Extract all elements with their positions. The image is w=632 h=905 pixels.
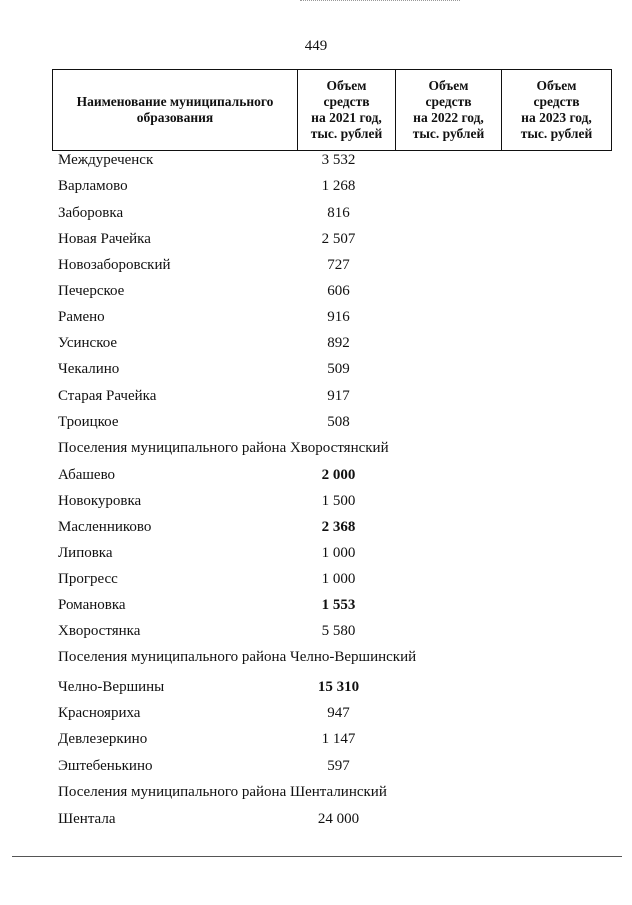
table-row [52, 150, 591, 170]
table-row [52, 333, 591, 353]
amount-2021: 15 310 [317, 679, 360, 695]
amount-2021: 606 [327, 283, 350, 299]
amount-2021: 917 [327, 388, 350, 404]
municipality-name: Новокуровка [58, 493, 142, 509]
municipality-name: Старая Рачейка [58, 388, 157, 404]
table-row [52, 809, 591, 829]
header-2023-line-3: на 2023 год, [521, 110, 592, 125]
municipality-name: Эштебенькино [58, 758, 153, 774]
header-name-text: Наименование муниципального образования [76, 94, 274, 125]
municipality-name: Печерское [58, 283, 125, 299]
municipality-name: Челно-Вершины [58, 679, 165, 695]
amount-2021: 2 507 [321, 231, 356, 247]
table-row [52, 281, 591, 301]
amount-2021: 892 [327, 335, 350, 351]
table-row [52, 729, 591, 749]
section-heading: Поселения муниципального района Хворостянский [58, 440, 389, 456]
scan-artifact-top [300, 0, 460, 3]
municipality-name: Варламово [58, 178, 128, 194]
header-2021-line-2: средств [323, 94, 370, 109]
table-row [52, 569, 591, 589]
header-2023 [502, 70, 612, 151]
table-row [52, 491, 591, 511]
header-2022-line-3: на 2022 год, [413, 110, 484, 125]
table-header [52, 69, 612, 151]
amount-2021: 5 580 [321, 623, 356, 639]
table-row [52, 255, 591, 275]
table-row [52, 517, 591, 537]
header-2023-line-1: Объем [536, 78, 577, 93]
page-bottom-rule [12, 856, 622, 857]
header-2022-line-1: Объем [428, 78, 469, 93]
amount-2021: 2 000 [321, 467, 356, 483]
header-2023-line-2: средств [533, 94, 580, 109]
municipality-name: Абашево [58, 467, 116, 483]
amount-2021: 1 500 [321, 493, 356, 509]
amount-2021: 1 553 [321, 597, 356, 613]
municipality-name: Шентала [58, 811, 116, 827]
municipality-name: Хворостянка [58, 623, 141, 639]
table-row [52, 359, 591, 379]
table-row [52, 621, 591, 641]
header-2021 [298, 70, 396, 151]
table-row [52, 465, 591, 485]
municipality-name: Новозаборовский [58, 257, 171, 273]
municipality-name: Усинское [58, 335, 118, 351]
table-row [52, 703, 591, 723]
table-row [52, 756, 591, 776]
header-row [53, 70, 612, 151]
header-2023-line-4: тыс. рублей [520, 126, 593, 141]
municipality-name: Новая Рачейка [58, 231, 151, 247]
amount-2021: 1 268 [321, 178, 356, 194]
municipality-name: Рамено [58, 309, 105, 325]
amount-2021: 509 [327, 361, 350, 377]
header-2022-line-2: средств [425, 94, 472, 109]
table-row [52, 307, 591, 327]
amount-2021: 1 147 [321, 731, 356, 747]
municipality-name: Романовка [58, 597, 126, 613]
amount-2021: 3 532 [321, 152, 356, 168]
table-row [52, 229, 591, 249]
municipality-name: Прогресс [58, 571, 118, 587]
amount-2021: 916 [327, 309, 350, 325]
municipality-name: Липовка [58, 545, 113, 561]
header-2021-line-4: тыс. рублей [310, 126, 383, 141]
amount-2021: 1 000 [321, 545, 356, 561]
amount-2021: 947 [327, 705, 350, 721]
section-heading: Поселения муниципального района Шенталинский [58, 784, 387, 800]
table-row [52, 543, 591, 563]
page-number: 449 [304, 38, 328, 54]
section-heading: Поселения муниципального района Челно-Вершинский [58, 649, 417, 665]
municipality-name: Девлезеркино [58, 731, 148, 747]
amount-2021: 2 368 [321, 519, 356, 535]
municipality-name: Чекалино [58, 361, 120, 377]
municipality-name: Краснояриха [58, 705, 141, 721]
amount-2021: 597 [327, 758, 350, 774]
table-row [52, 203, 591, 223]
amount-2021: 508 [327, 414, 350, 430]
header-name [53, 70, 298, 151]
municipality-name: Междуреченск [58, 152, 154, 168]
municipality-name: Масленниково [58, 519, 152, 535]
municipality-name: Троицкое [58, 414, 119, 430]
amount-2021: 816 [327, 205, 350, 221]
amount-2021: 1 000 [321, 571, 356, 587]
header-2021-line-3: на 2021 год, [311, 110, 382, 125]
amount-2021: 727 [327, 257, 350, 273]
header-2022 [396, 70, 502, 151]
amount-2021: 24 000 [317, 811, 360, 827]
table-row [52, 386, 591, 406]
table-row [52, 595, 591, 615]
municipality-name: Заборовка [58, 205, 124, 221]
table-row [52, 176, 591, 196]
table-row [52, 677, 591, 697]
table-row [52, 412, 591, 432]
header-2022-line-4: тыс. рублей [412, 126, 485, 141]
header-2021-line-1: Объем [326, 78, 367, 93]
